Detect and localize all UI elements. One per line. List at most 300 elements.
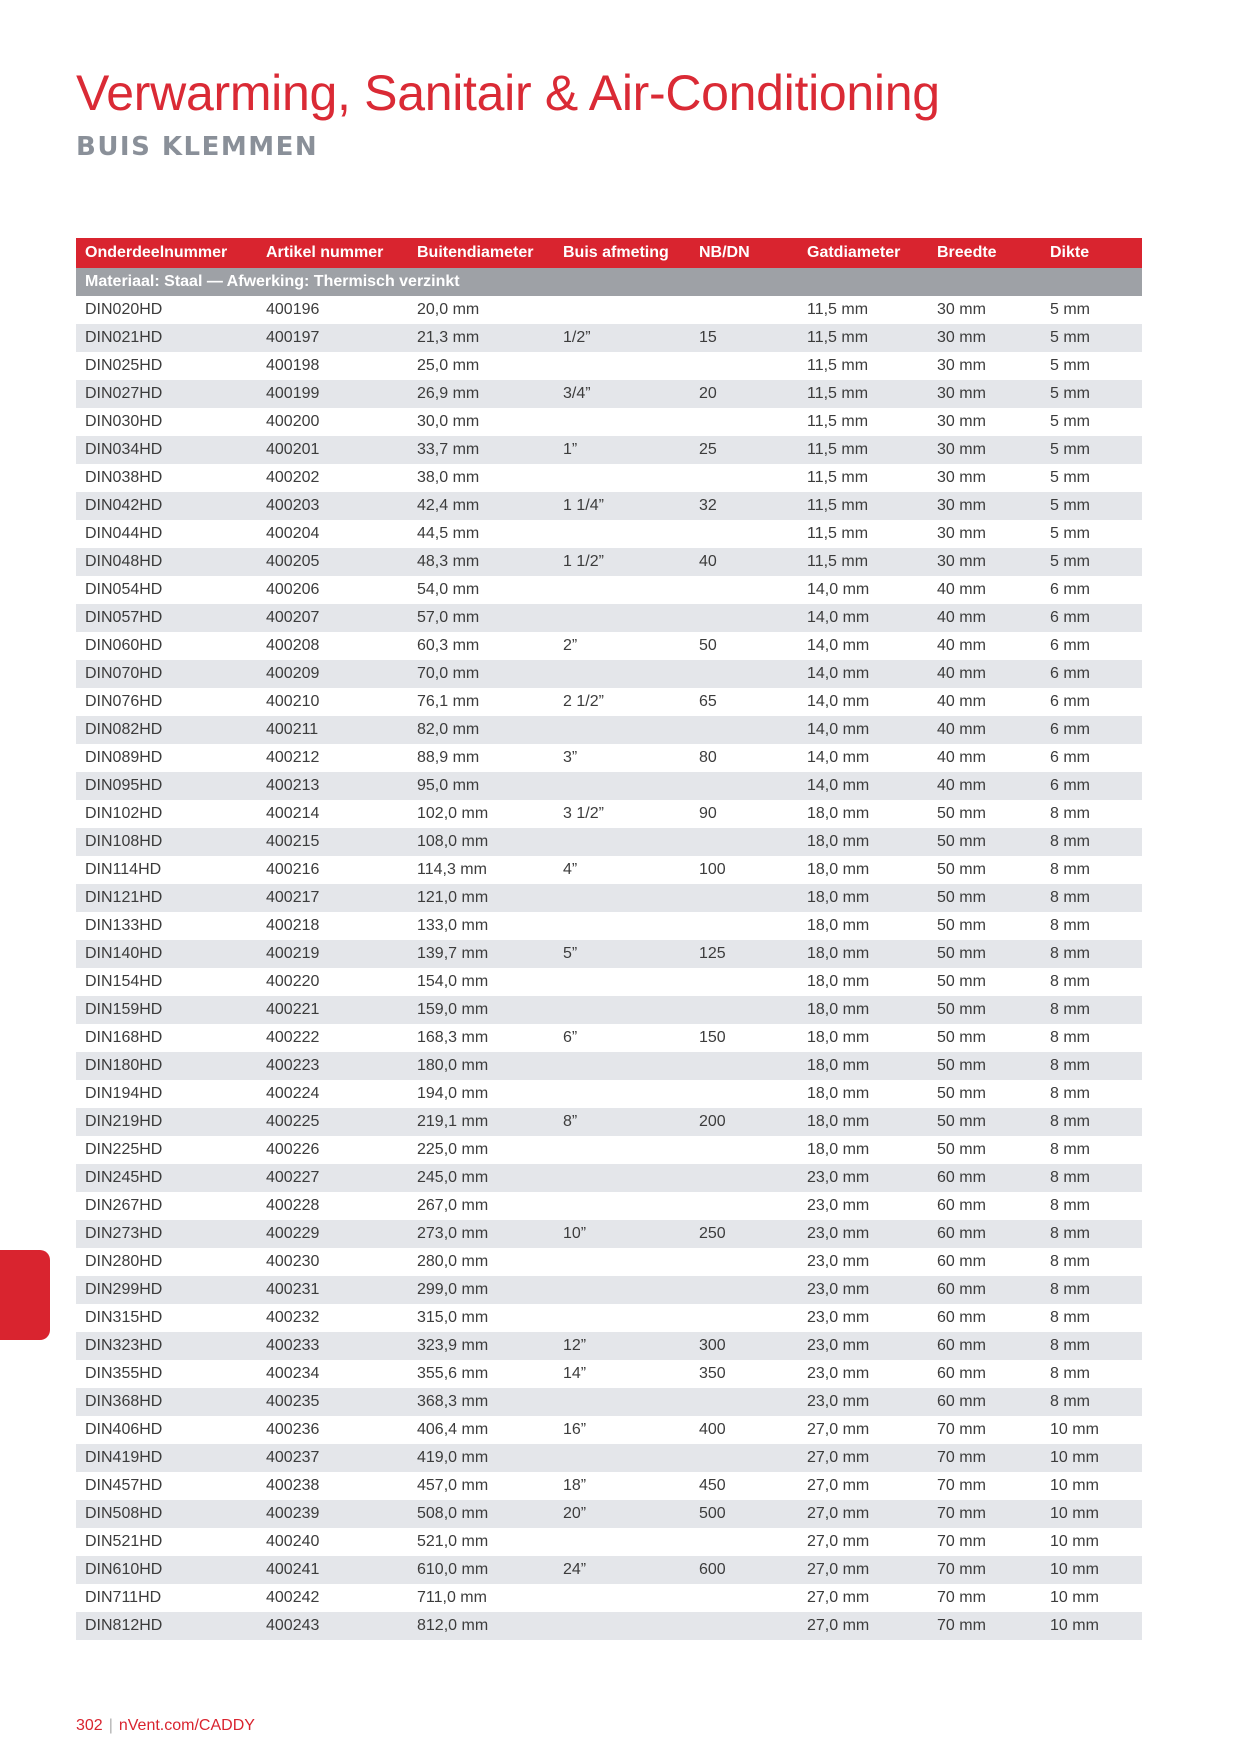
table-cell: DIN280HD	[85, 1253, 163, 1270]
table-cell: 27,0 mm	[798, 1612, 928, 1640]
table-cell: 60 mm	[928, 1164, 1041, 1192]
table-cell: 18,0 mm	[798, 940, 928, 968]
table-cell: 273,0 mm	[408, 1220, 554, 1248]
table-cell: 194,0 mm	[417, 1085, 489, 1102]
table-cell: DIN060HD	[85, 637, 163, 654]
table-cell: 60,3 mm	[417, 637, 480, 654]
table-cell: 70,0 mm	[408, 660, 554, 688]
table-cell: 44,5 mm	[417, 525, 480, 542]
table-cell: 40 mm	[937, 693, 986, 710]
table-cell: DIN219HD	[76, 1108, 257, 1136]
table-cell: 5 mm	[1050, 357, 1090, 374]
table-cell: 8 mm	[1050, 1085, 1090, 1102]
table-cell: 70 mm	[937, 1589, 986, 1606]
table-cell: 30 mm	[928, 324, 1041, 352]
table-cell: 350	[699, 1365, 726, 1382]
table-cell: 70 mm	[928, 1444, 1041, 1472]
table-body	[76, 296, 1142, 1640]
table-cell	[554, 352, 690, 380]
table-cell: DIN042HD	[76, 492, 257, 520]
table-cell: 139,7 mm	[408, 940, 554, 968]
table-cell: 400239	[257, 1500, 408, 1528]
table-cell: 400203	[257, 492, 408, 520]
table-cell: 23,0 mm	[798, 1276, 928, 1304]
table-cell: 14,0 mm	[798, 604, 928, 632]
table-cell: 5 mm	[1050, 413, 1090, 430]
website-link[interactable]: nVent.com/CADDY	[118, 1717, 255, 1734]
page-subtitle: BUIS KLEMMEN	[76, 132, 319, 162]
table-cell	[554, 464, 690, 492]
header-cell: Artikel nummer	[257, 238, 408, 268]
header-cell: Buitendiameter	[408, 238, 554, 268]
table-cell: DIN020HD	[85, 301, 163, 318]
table-cell: 508,0 mm	[408, 1500, 554, 1528]
table-cell	[554, 1528, 690, 1556]
table-cell	[690, 772, 798, 800]
table-row	[76, 828, 1142, 856]
table-cell: DIN140HD	[76, 940, 257, 968]
table-cell: 11,5 mm	[807, 413, 869, 430]
table-cell: 40 mm	[928, 660, 1041, 688]
table-cell: 23,0 mm	[798, 1164, 928, 1192]
table-cell: 18,0 mm	[807, 973, 870, 990]
table-cell: 60 mm	[937, 1365, 986, 1382]
table-cell: 27,0 mm	[798, 1444, 928, 1472]
table-cell: 30 mm	[928, 380, 1041, 408]
table-cell	[690, 1528, 798, 1556]
table-cell	[554, 408, 690, 436]
table-row	[76, 492, 1142, 520]
table-cell: DIN159HD	[76, 996, 257, 1024]
table-cell: DIN323HD	[76, 1332, 257, 1360]
table-cell: DIN168HD	[85, 1029, 163, 1046]
table-cell: 4”	[563, 861, 578, 878]
table-cell: DIN102HD	[85, 805, 163, 822]
table-cell: 18,0 mm	[807, 1141, 870, 1158]
table-cell: DIN030HD	[85, 413, 163, 430]
table-cell: 400224	[266, 1085, 320, 1102]
table-cell	[690, 1248, 798, 1276]
table-cell: DIN521HD	[85, 1533, 163, 1550]
table-cell: 27,0 mm	[798, 1500, 928, 1528]
table-cell: 5 mm	[1041, 324, 1142, 352]
table-cell	[554, 716, 690, 744]
table-cell	[554, 912, 690, 940]
table-cell: 3/4”	[554, 380, 690, 408]
table-cell: 102,0 mm	[417, 805, 489, 822]
table-cell: 400212	[266, 749, 320, 766]
table-row	[76, 1472, 1142, 1500]
table-cell: 50 mm	[937, 805, 986, 822]
table-cell: 3”	[563, 749, 578, 766]
table-cell: 70 mm	[937, 1477, 986, 1494]
table-row	[76, 1192, 1142, 1220]
table-row	[76, 548, 1142, 576]
table-cell: 21,3 mm	[408, 324, 554, 352]
table-cell	[690, 1304, 798, 1332]
table-cell: 1”	[554, 436, 690, 464]
table-cell: 400235	[257, 1388, 408, 1416]
table-row	[76, 1500, 1142, 1528]
table-cell: 50 mm	[928, 884, 1041, 912]
table-cell: 114,3 mm	[417, 861, 487, 878]
table-cell	[690, 520, 798, 548]
table-cell: 457,0 mm	[417, 1477, 489, 1494]
table-cell: 245,0 mm	[408, 1164, 554, 1192]
table-cell: DIN225HD	[85, 1141, 163, 1158]
table-cell: 11,5 mm	[798, 492, 928, 520]
table-cell	[690, 884, 798, 912]
table-cell: 400234	[266, 1365, 320, 1382]
table-cell: 150	[699, 1029, 726, 1046]
table-cell: 20	[690, 380, 798, 408]
table-cell: 20”	[554, 1500, 690, 1528]
table-cell: 5 mm	[1050, 469, 1090, 486]
table-cell: 14,0 mm	[798, 716, 928, 744]
table-row	[76, 1108, 1142, 1136]
table-cell: 27,0 mm	[807, 1589, 870, 1606]
table-cell: 14,0 mm	[798, 660, 928, 688]
table-cell: 82,0 mm	[408, 716, 554, 744]
table-cell: 8 mm	[1050, 805, 1090, 822]
table-cell: 5”	[554, 940, 690, 968]
table-cell: 8 mm	[1041, 1220, 1142, 1248]
table-row	[76, 352, 1142, 380]
table-cell: 121,0 mm	[408, 884, 554, 912]
table-cell: 6 mm	[1050, 581, 1090, 598]
table-cell: 6”	[563, 1029, 578, 1046]
table-cell: 38,0 mm	[417, 469, 480, 486]
table-cell	[690, 408, 798, 436]
table-cell: 27,0 mm	[807, 1533, 870, 1550]
table-cell: 400236	[266, 1421, 320, 1438]
table-cell: 812,0 mm	[408, 1612, 554, 1640]
table-cell: 27,0 mm	[807, 1477, 870, 1494]
table-cell	[554, 1276, 690, 1304]
table-cell: 400206	[266, 581, 320, 598]
table-cell	[554, 1388, 690, 1416]
table-cell: 5 mm	[1041, 492, 1142, 520]
table-cell: DIN457HD	[85, 1477, 163, 1494]
material-group-row	[76, 268, 1142, 296]
table-cell: 18”	[563, 1477, 587, 1494]
table-row	[76, 1164, 1142, 1192]
table-row	[76, 660, 1142, 688]
table-cell: 400214	[266, 805, 320, 822]
table-cell: 40 mm	[928, 772, 1041, 800]
table-cell: 400198	[266, 357, 320, 374]
table-cell: 400199	[257, 380, 408, 408]
table-cell: 60 mm	[928, 1276, 1041, 1304]
table-cell: 400202	[266, 469, 320, 486]
table-cell: DIN048HD	[76, 548, 257, 576]
table-cell: DIN508HD	[76, 1500, 257, 1528]
table-cell	[554, 1612, 690, 1640]
table-cell: 400213	[257, 772, 408, 800]
table-cell	[554, 296, 690, 324]
table-cell: DIN108HD	[76, 828, 257, 856]
table-cell: 18,0 mm	[798, 1052, 928, 1080]
table-cell: 3 1/2”	[563, 805, 604, 822]
table-row	[76, 688, 1142, 716]
table-cell: DIN267HD	[85, 1197, 163, 1214]
table-cell: 10”	[554, 1220, 690, 1248]
table-cell: 5 mm	[1050, 525, 1090, 542]
table-cell: 125	[690, 940, 798, 968]
table-cell: 8 mm	[1050, 1365, 1090, 1382]
table-cell: DIN034HD	[76, 436, 257, 464]
table-cell: 400226	[266, 1141, 320, 1158]
table-cell: 8 mm	[1041, 1276, 1142, 1304]
header-cell: Buis afmeting	[554, 238, 690, 268]
table-cell: DIN180HD	[76, 1052, 257, 1080]
table-cell	[554, 968, 690, 996]
table-cell	[554, 884, 690, 912]
table-cell: 60 mm	[928, 1332, 1041, 1360]
table-cell: 8 mm	[1050, 1309, 1090, 1326]
table-cell: 400219	[257, 940, 408, 968]
table-cell: 8”	[554, 1108, 690, 1136]
table-cell: 2”	[563, 637, 578, 654]
table-row	[76, 1416, 1142, 1444]
table-cell	[690, 912, 798, 940]
table-cell: 400222	[266, 1029, 320, 1046]
table-row	[76, 912, 1142, 940]
table-cell: DIN315HD	[85, 1309, 163, 1326]
table-cell	[554, 828, 690, 856]
table-cell: 450	[699, 1477, 726, 1494]
table-cell: DIN095HD	[76, 772, 257, 800]
table-cell: 368,3 mm	[408, 1388, 554, 1416]
table-row	[76, 968, 1142, 996]
table-cell	[690, 1612, 798, 1640]
table-cell: 10 mm	[1050, 1477, 1099, 1494]
table-cell: 18,0 mm	[798, 884, 928, 912]
table-cell: 400196	[266, 301, 320, 318]
table-row	[76, 1388, 1142, 1416]
table-cell: DIN082HD	[76, 716, 257, 744]
table-cell: 400232	[266, 1309, 320, 1326]
table-cell: DIN021HD	[76, 324, 257, 352]
table-cell	[554, 1584, 690, 1612]
table-cell: DIN133HD	[85, 917, 163, 934]
table-cell: 11,5 mm	[798, 436, 928, 464]
table-cell: 80	[699, 749, 717, 766]
table-cell	[554, 1052, 690, 1080]
table-cell: 406,4 mm	[417, 1421, 489, 1438]
table-cell: 400233	[257, 1332, 408, 1360]
table-row	[76, 296, 1142, 324]
table-cell: 40 mm	[928, 716, 1041, 744]
table-cell: 11,5 mm	[807, 301, 869, 318]
table-cell: 108,0 mm	[408, 828, 554, 856]
table-row	[76, 716, 1142, 744]
table-cell: 154,0 mm	[417, 973, 489, 990]
table-cell: 30 mm	[937, 469, 986, 486]
table-cell: 88,9 mm	[417, 749, 480, 766]
table-cell: 32	[690, 492, 798, 520]
table-cell	[554, 1304, 690, 1332]
table-cell: 419,0 mm	[408, 1444, 554, 1472]
table-cell: 10 mm	[1050, 1421, 1099, 1438]
table-cell	[690, 296, 798, 324]
table-cell: 50 mm	[928, 996, 1041, 1024]
table-cell: DIN027HD	[76, 380, 257, 408]
table-cell: DIN406HD	[85, 1421, 163, 1438]
table-cell: DIN194HD	[85, 1085, 163, 1102]
table-cell: 1 1/2”	[554, 548, 690, 576]
table-cell: 26,9 mm	[408, 380, 554, 408]
table-cell: 400208	[266, 637, 320, 654]
table-cell: 8 mm	[1041, 1332, 1142, 1360]
table-cell: DIN121HD	[76, 884, 257, 912]
table-cell: 159,0 mm	[408, 996, 554, 1024]
table-row	[76, 772, 1142, 800]
table-cell: 50 mm	[937, 1141, 986, 1158]
product-table-container	[76, 238, 1142, 1640]
table-cell: 6 mm	[1041, 660, 1142, 688]
table-cell: 14,0 mm	[807, 749, 870, 766]
table-row	[76, 408, 1142, 436]
table-cell	[554, 1136, 690, 1164]
table-cell: 30 mm	[937, 525, 986, 542]
table-cell	[690, 968, 798, 996]
table-row	[76, 1080, 1142, 1108]
table-cell: 90	[699, 805, 717, 822]
table-cell: 8 mm	[1050, 917, 1090, 934]
table-cell: 400209	[257, 660, 408, 688]
table-cell: 250	[690, 1220, 798, 1248]
table-cell: 400230	[266, 1253, 320, 1270]
table-cell: 400211	[257, 716, 408, 744]
table-cell: 30 mm	[928, 492, 1041, 520]
table-cell: 54,0 mm	[417, 581, 480, 598]
table-cell	[554, 660, 690, 688]
table-cell: DIN355HD	[85, 1365, 163, 1382]
table-cell: DIN154HD	[85, 973, 163, 990]
table-row	[76, 1556, 1142, 1584]
table-cell: 18,0 mm	[807, 917, 870, 934]
table-cell: 30,0 mm	[417, 413, 480, 430]
page-number: 302	[76, 1717, 103, 1734]
table-cell: 50 mm	[928, 1052, 1041, 1080]
table-cell: DIN057HD	[76, 604, 257, 632]
table-cell: 18,0 mm	[798, 996, 928, 1024]
table-cell: 225,0 mm	[417, 1141, 489, 1158]
table-cell: 8 mm	[1050, 1141, 1090, 1158]
table-cell: 33,7 mm	[408, 436, 554, 464]
table-cell: 25	[690, 436, 798, 464]
table-cell: 400237	[257, 1444, 408, 1472]
header-cell: Breedte	[928, 238, 1041, 268]
table-cell: 14,0 mm	[807, 581, 870, 598]
table-cell: 40 mm	[937, 581, 986, 598]
table-cell: DIN610HD	[76, 1556, 257, 1584]
table-cell: 8 mm	[1050, 1253, 1090, 1270]
table-cell: 8 mm	[1050, 1197, 1090, 1214]
table-cell: 65	[699, 693, 717, 710]
table-cell: 323,9 mm	[408, 1332, 554, 1360]
table-cell: 8 mm	[1041, 1052, 1142, 1080]
table-row	[76, 576, 1142, 604]
table-cell: 11,5 mm	[798, 324, 928, 352]
table-cell: DIN368HD	[76, 1388, 257, 1416]
table-cell: 400221	[257, 996, 408, 1024]
table-row	[76, 604, 1142, 632]
table-cell: 610,0 mm	[408, 1556, 554, 1584]
table-row	[76, 1276, 1142, 1304]
table-cell: DIN070HD	[76, 660, 257, 688]
table-row	[76, 1304, 1142, 1332]
table-cell: 25,0 mm	[417, 357, 480, 374]
table-cell: 16”	[563, 1421, 587, 1438]
table-cell: DIN044HD	[85, 525, 163, 542]
table-row	[76, 884, 1142, 912]
header-cell: Gatdiameter	[798, 238, 928, 268]
table-cell: 40	[690, 548, 798, 576]
table-cell: 8 mm	[1041, 884, 1142, 912]
table-cell: 14,0 mm	[807, 637, 870, 654]
table-cell: 20,0 mm	[417, 301, 480, 318]
table-cell	[554, 996, 690, 1024]
table-cell: 10 mm	[1050, 1533, 1099, 1550]
table-cell: 400240	[266, 1533, 320, 1550]
table-cell: 5 mm	[1050, 301, 1090, 318]
table-cell	[690, 1080, 798, 1108]
table-row	[76, 436, 1142, 464]
table-cell: 219,1 mm	[408, 1108, 554, 1136]
table-cell: 400243	[257, 1612, 408, 1640]
table-cell: 50 mm	[928, 940, 1041, 968]
table-cell: 70 mm	[928, 1612, 1041, 1640]
section-tab-marker	[0, 1250, 50, 1340]
table-cell: 40 mm	[928, 604, 1041, 632]
table-cell: 70 mm	[928, 1500, 1041, 1528]
table-cell: 14”	[563, 1365, 587, 1382]
table-cell: 50 mm	[937, 1029, 986, 1046]
table-cell: 70 mm	[928, 1556, 1041, 1584]
table-row	[76, 1024, 1142, 1052]
header-cell: Onderdeelnummer	[76, 238, 257, 268]
table-cell: 8 mm	[1041, 1108, 1142, 1136]
table-cell: 8 mm	[1041, 996, 1142, 1024]
table-cell: 30 mm	[937, 413, 986, 430]
table-cell: 15	[690, 324, 798, 352]
table-cell: 57,0 mm	[408, 604, 554, 632]
table-cell: 300	[690, 1332, 798, 1360]
table-row	[76, 1360, 1142, 1388]
table-cell: 8 mm	[1050, 1029, 1090, 1046]
table-cell: 50 mm	[937, 973, 986, 990]
table-cell: 42,4 mm	[408, 492, 554, 520]
table-cell: 400204	[266, 525, 320, 542]
table-cell: 8 mm	[1041, 940, 1142, 968]
table-cell: 8 mm	[1050, 973, 1090, 990]
table-cell: 400228	[266, 1197, 320, 1214]
table-cell: 180,0 mm	[408, 1052, 554, 1080]
table-row	[76, 464, 1142, 492]
table-cell: 6 mm	[1041, 604, 1142, 632]
table-cell	[690, 1052, 798, 1080]
table-cell	[690, 1164, 798, 1192]
table-cell: 60 mm	[928, 1220, 1041, 1248]
table-cell: 315,0 mm	[417, 1309, 489, 1326]
table-cell: 133,0 mm	[417, 917, 489, 934]
table-cell: 50 mm	[937, 917, 986, 934]
table-cell: 400225	[257, 1108, 408, 1136]
table-cell: 70 mm	[937, 1533, 986, 1550]
table-cell: 400207	[257, 604, 408, 632]
